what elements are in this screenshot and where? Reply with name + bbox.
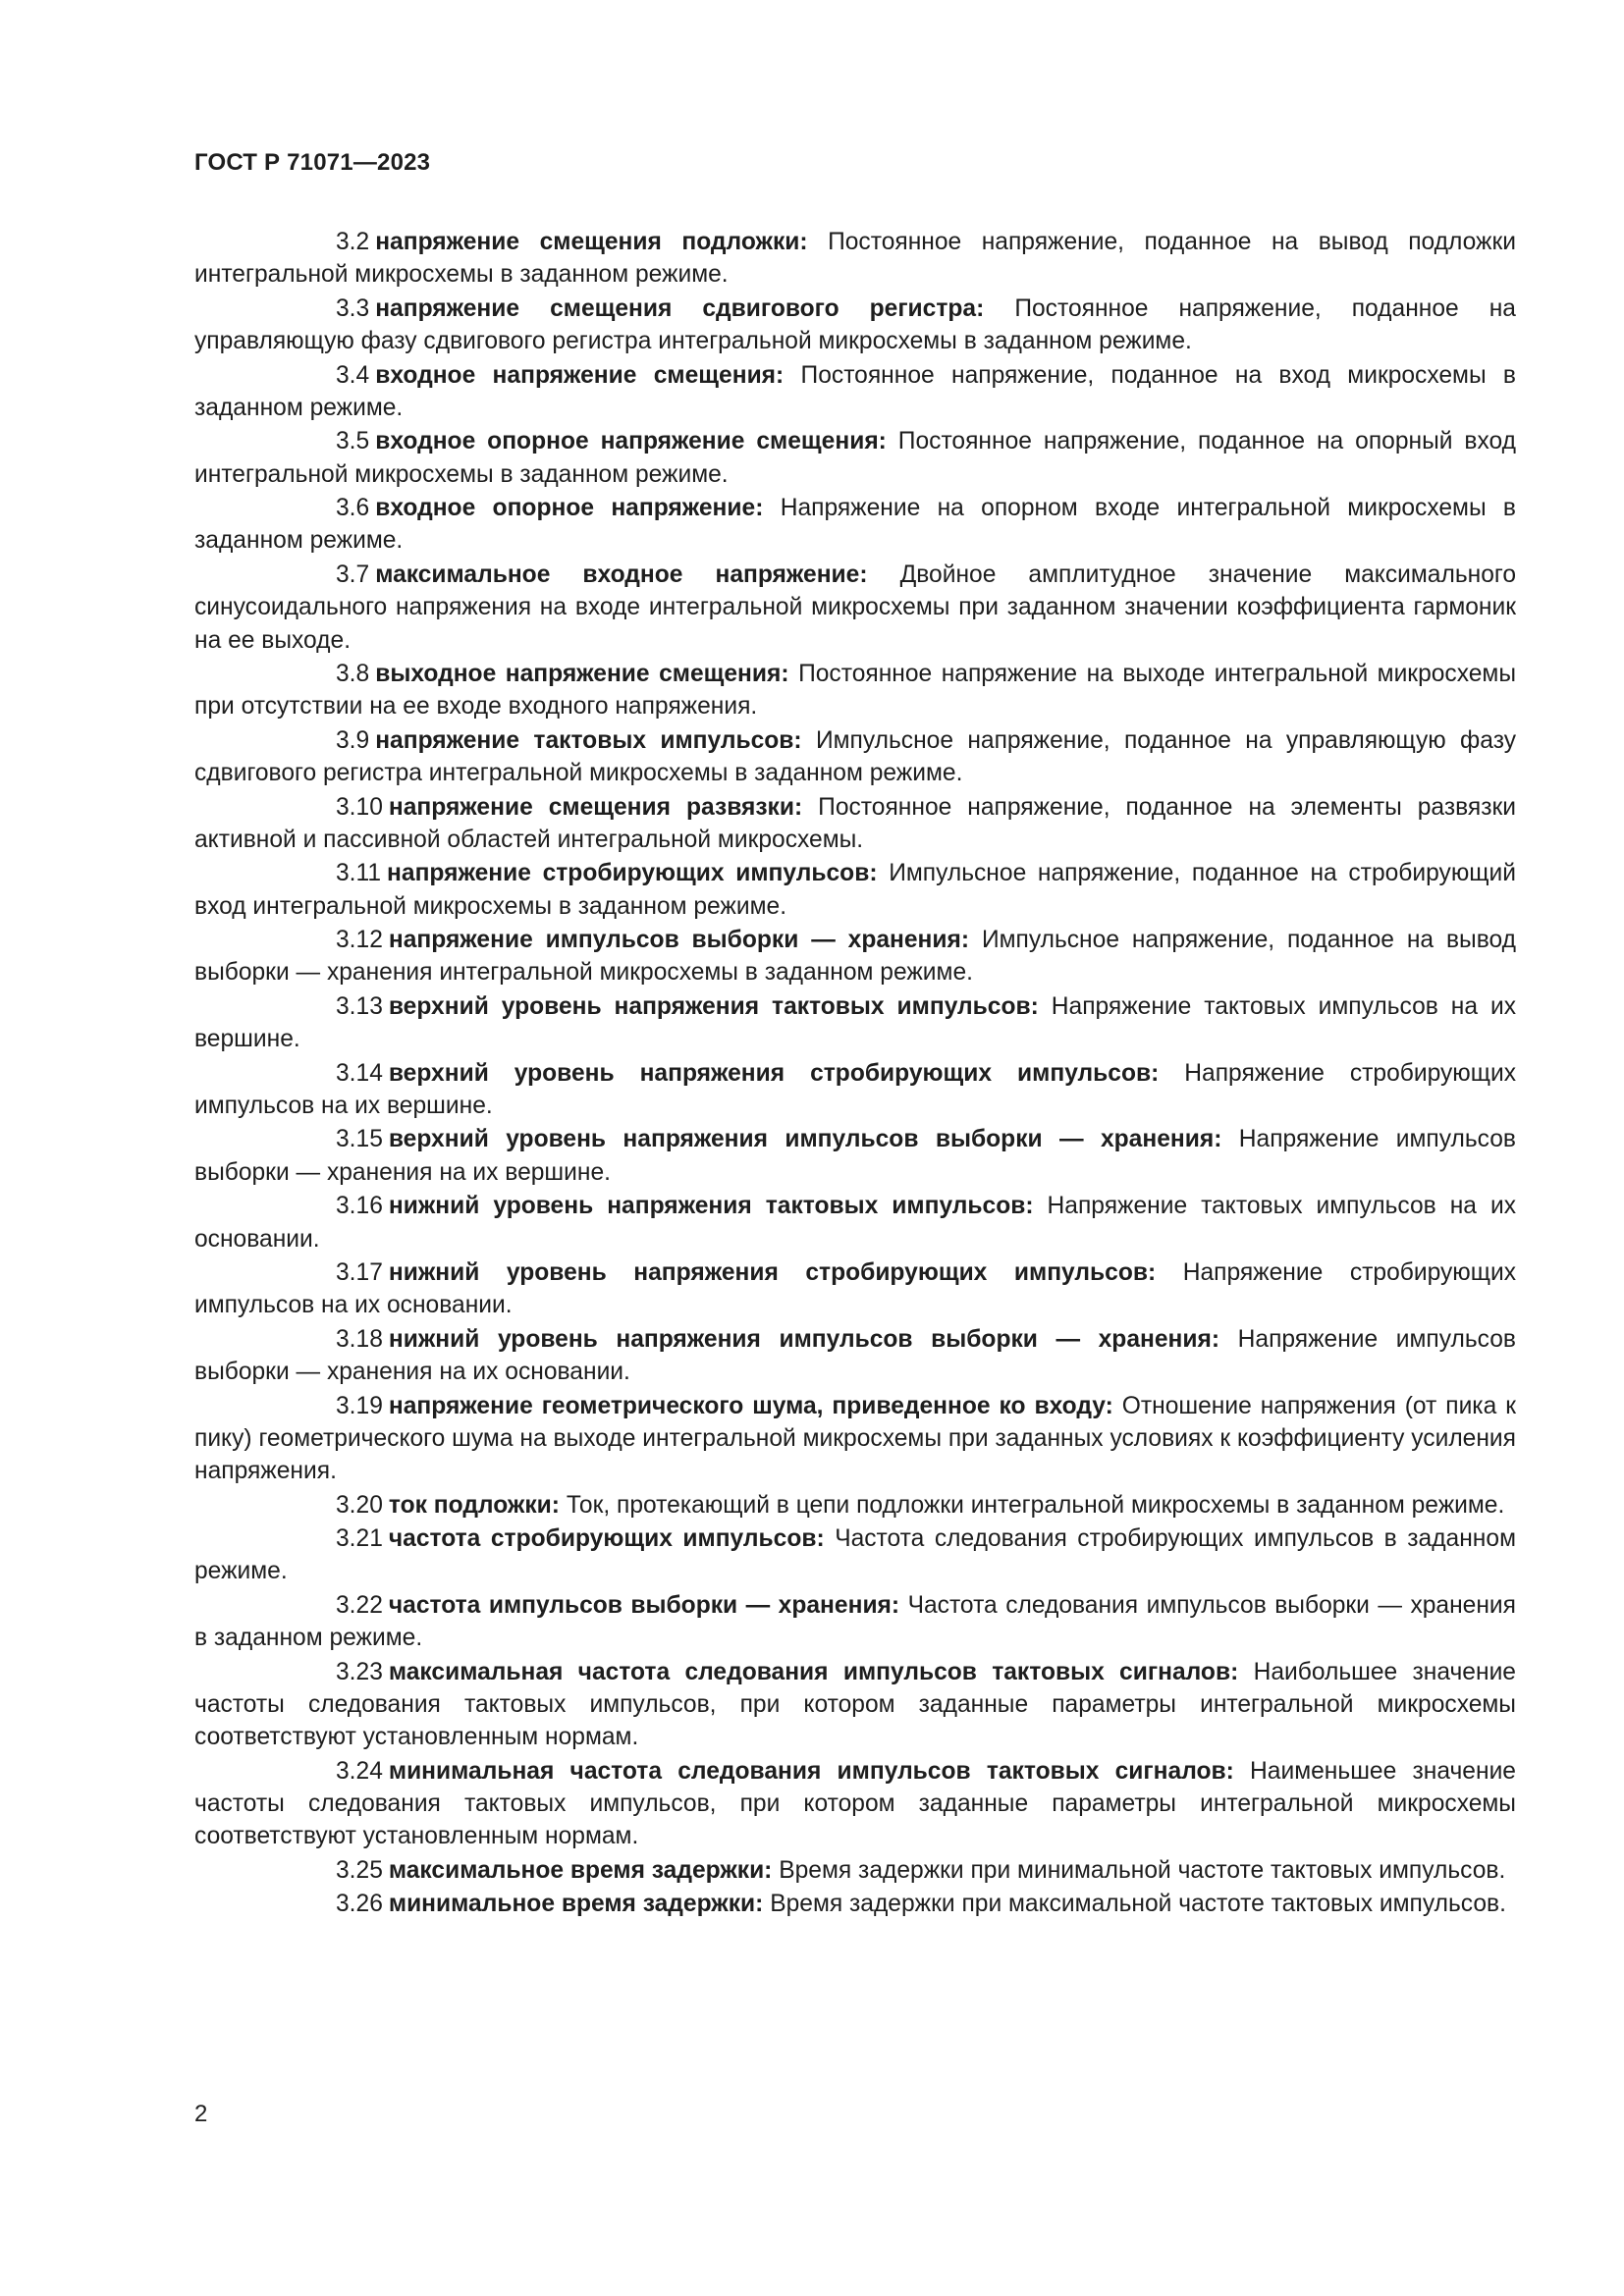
term-entry xyxy=(194,359,1516,425)
term-number: 3.24 xyxy=(336,1757,383,1785)
term-definition: Наибольшее значение частоты следования тактовых импульсов, при котором заданные параметры интегральной микросхемы соответствуют установленным нормам. xyxy=(194,1658,1516,1751)
term-number: 3.9 xyxy=(336,726,370,754)
term-entry xyxy=(194,1123,1516,1189)
term-entry xyxy=(194,559,1516,657)
term-name: входное опорное напряжение смещения: xyxy=(375,428,887,455)
term-entry xyxy=(194,1755,1516,1853)
term-name: частота импульсов выборки — хранения: xyxy=(388,1591,900,1619)
term-definition: Постоянное напряжение, поданное на управляющую фазу сдвигового регистра интегральной микросхемы в заданном режиме. xyxy=(194,294,1516,355)
term-number: 3.22 xyxy=(336,1591,383,1619)
term-name: верхний уровень напряжения импульсов выборки — хранения: xyxy=(388,1126,1222,1153)
term-definition: Время задержки при максимальной частоте тактовых импульсов. xyxy=(770,1891,1506,1918)
term-entry xyxy=(194,492,1516,558)
term-entry xyxy=(194,1323,1516,1389)
term-entry xyxy=(194,1489,1516,1522)
term-entry xyxy=(194,1390,1516,1488)
term-number: 3.10 xyxy=(336,793,383,821)
term-entry xyxy=(194,425,1516,491)
term-number: 3.19 xyxy=(336,1392,383,1419)
term-name: входное напряжение смещения: xyxy=(375,361,785,389)
term-definition: Напряжение тактовых импульсов на их основании. xyxy=(194,1193,1516,1253)
term-definition: Наименьшее значение частоты следования тактовых импульсов, при котором заданные параметры интегральной микросхемы соответствуют установленным нормам. xyxy=(194,1757,1516,1850)
term-name: напряжение смещения развязки: xyxy=(388,793,803,821)
term-name: напряжение смещения сдвигового регистра: xyxy=(375,294,985,322)
term-name: частота стробирующих импульсов: xyxy=(388,1525,825,1553)
term-number: 3.17 xyxy=(336,1259,383,1287)
term-name: напряжение импульсов выборки — хранения: xyxy=(388,927,970,954)
term-entry xyxy=(194,857,1516,923)
term-definition: Импульсное напряжение, поданное на вывод выборки — хранения интегральной микросхемы в заданном режиме. xyxy=(194,927,1516,987)
term-name: входное опорное напряжение: xyxy=(375,495,764,522)
term-number: 3.14 xyxy=(336,1059,383,1087)
term-name: минимальная частота следования импульсов тактовых сигналов: xyxy=(388,1757,1234,1785)
term-entry xyxy=(194,1256,1516,1322)
term-entry xyxy=(194,990,1516,1056)
term-name: выходное напряжение смещения: xyxy=(375,660,789,687)
term-number: 3.6 xyxy=(336,495,370,522)
term-number: 3.2 xyxy=(336,229,370,255)
term-name: нижний уровень напряжения импульсов выборки — хранения: xyxy=(388,1325,1220,1353)
term-entry xyxy=(194,1854,1516,1887)
term-definition: Напряжение тактовых импульсов на их вершине. xyxy=(194,992,1516,1053)
term-entry xyxy=(194,658,1516,723)
term-definition: Время задержки при минимальной частоте тактовых импульсов. xyxy=(779,1856,1506,1884)
term-definition: Напряжение импульсов выборки — хранения на их основании. xyxy=(194,1325,1516,1386)
term-definition: Напряжение стробирующих импульсов на их вершине. xyxy=(194,1059,1516,1119)
term-definition: Постоянное напряжение на выходе интегральной микросхемы при отсутствии на ее входе входного напряжения. xyxy=(194,660,1517,721)
term-name: минимальное время задержки: xyxy=(388,1891,764,1918)
term-number: 3.25 xyxy=(336,1856,383,1884)
term-definition: Импульсное напряжение, поданное на стробирующий вход интегральной микросхемы в заданном режиме. xyxy=(194,860,1516,920)
term-name: напряжение стробирующих импульсов: xyxy=(387,860,878,887)
term-name: максимальное время задержки: xyxy=(388,1856,773,1884)
document-header: ГОСТ Р 71071—2023 xyxy=(194,149,431,176)
term-entry xyxy=(194,724,1516,790)
term-definition: Напряжение стробирующих импульсов на их основании. xyxy=(194,1259,1516,1319)
term-name: нижний уровень напряжения тактовых импульсов: xyxy=(388,1193,1034,1220)
terms-section xyxy=(194,226,1516,1922)
term-entry xyxy=(194,293,1516,358)
term-entry xyxy=(194,226,1516,292)
term-number: 3.4 xyxy=(336,361,370,389)
term-entry xyxy=(194,1522,1516,1588)
term-definition: Частота следования импульсов выборки — хранения в заданном режиме. xyxy=(194,1591,1516,1652)
term-number: 3.3 xyxy=(336,294,370,322)
term-entry xyxy=(194,1057,1516,1123)
term-definition: Постоянное напряжение, поданное на вход микросхемы в заданном режиме. xyxy=(194,361,1517,421)
page-number: 2 xyxy=(194,2101,208,2127)
term-number: 3.5 xyxy=(336,428,370,455)
term-definition: Постоянное напряжение, поданное на элементы развязки активной и пассивной областей интегральной микросхемы. xyxy=(194,793,1516,853)
term-number: 3.16 xyxy=(336,1193,383,1220)
term-definition: Отношение напряжения (от пика к пику) геометрического шума на выходе интегральной микросхемы при заданных условиях к коэффициенту усиления напряжения. xyxy=(194,1392,1516,1485)
term-number: 3.7 xyxy=(336,561,370,588)
term-entry xyxy=(194,791,1516,857)
term-definition: Постоянное напряжение, поданное на опорный вход интегральной микросхемы в заданном режиме. xyxy=(194,428,1516,488)
term-number: 3.21 xyxy=(336,1525,383,1553)
term-number: 3.12 xyxy=(336,927,383,954)
term-name: ток подложки: xyxy=(388,1491,560,1519)
term-entry xyxy=(194,1888,1516,1920)
term-number: 3.23 xyxy=(336,1658,383,1685)
term-number: 3.8 xyxy=(336,660,370,687)
term-definition: Двойное амплитудное значение максимального синусоидального напряжения на входе интегральной микросхемы при заданном значении коэффициента гармоник на ее выходе. xyxy=(194,561,1516,654)
term-definition: Импульсное напряжение, поданное на управляющую фазу сдвигового регистра интегральной микросхемы в заданном режиме. xyxy=(194,726,1516,787)
term-name: верхний уровень напряжения стробирующих импульсов: xyxy=(388,1059,1160,1087)
term-number: 3.18 xyxy=(336,1325,383,1353)
term-number: 3.13 xyxy=(336,992,383,1020)
term-number: 3.11 xyxy=(336,860,382,887)
term-number: 3.20 xyxy=(336,1491,383,1519)
term-name: нижний уровень напряжения стробирующих импульсов: xyxy=(388,1259,1157,1287)
term-definition: Частота следования стробирующих импульсов в заданном режиме. xyxy=(194,1525,1516,1585)
term-entry xyxy=(194,1190,1516,1255)
term-entry xyxy=(194,924,1516,989)
term-name: напряжение геометрического шума, приведенное ко входу: xyxy=(388,1392,1113,1419)
term-name: верхний уровень напряжения тактовых импульсов: xyxy=(388,992,1039,1020)
term-name: напряжение тактовых импульсов: xyxy=(375,726,802,754)
term-entry xyxy=(194,1589,1516,1655)
term-entry xyxy=(194,1656,1516,1754)
term-definition: Напряжение на опорном входе интегральной микросхемы в заданном режиме. xyxy=(194,495,1516,555)
term-definition: Ток, протекающий в цепи подложки интегральной микросхемы в заданном режиме. xyxy=(566,1491,1505,1519)
term-name: максимальная частота следования импульсов тактовых сигналов: xyxy=(388,1658,1239,1685)
term-definition: Постоянное напряжение, поданное на вывод подложки интегральной микросхемы в заданном режиме. xyxy=(194,229,1516,289)
term-number: 3.15 xyxy=(336,1126,383,1153)
term-name: максимальное входное напряжение: xyxy=(375,561,868,588)
term-definition: Напряжение импульсов выборки — хранения на их вершине. xyxy=(194,1126,1516,1186)
term-name: напряжение смещения подложки: xyxy=(375,229,808,255)
term-number: 3.26 xyxy=(336,1891,383,1918)
